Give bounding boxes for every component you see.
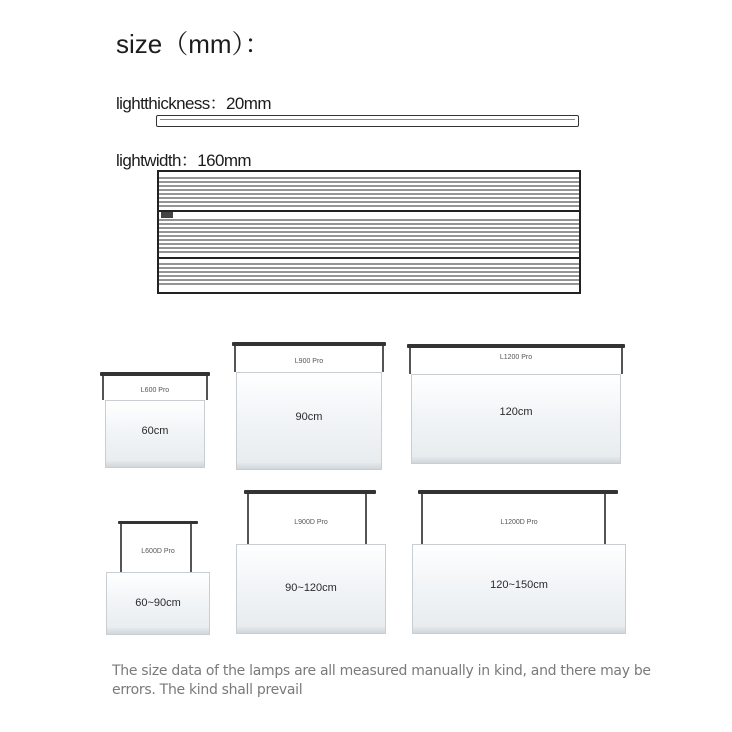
thickness-label: lightthickness：20mm	[116, 94, 271, 113]
model-label: L1200 Pro	[499, 354, 533, 361]
light-fin-lines	[159, 172, 579, 292]
light-side-view-diagram	[156, 115, 579, 127]
product-l1200d-pro	[408, 484, 630, 636]
product-l900-pro	[230, 340, 388, 472]
lamp-bar	[418, 490, 618, 494]
lamp-bar	[232, 342, 386, 346]
lamp-bar	[244, 490, 376, 494]
model-label: L900D Pro	[294, 519, 328, 526]
tank-size-label: 60~90cm	[135, 597, 181, 609]
tank-size-label: 90~120cm	[285, 582, 337, 594]
lamp-leg-left	[409, 348, 411, 374]
tank-size-label: 120~150cm	[490, 579, 548, 591]
tank	[411, 374, 621, 464]
tank-size-label: 60cm	[141, 425, 169, 437]
page-title: size（mm）：	[116, 29, 271, 59]
model-label: L600 Pro	[140, 387, 170, 394]
lamp-leg-right	[206, 376, 208, 400]
lamp-leg-left	[102, 376, 104, 400]
product-l600d-pro	[100, 515, 216, 637]
lamp-bar	[100, 372, 210, 376]
product-l600-pro	[97, 370, 213, 470]
lamp-leg-right	[621, 348, 623, 374]
model-label: L600D Pro	[141, 548, 175, 555]
tank-size-label: 120cm	[499, 406, 533, 418]
model-label: L1200D Pro	[500, 519, 538, 526]
lamp-bar	[118, 521, 198, 524]
product-l1200-pro	[405, 340, 627, 466]
light-top-view-diagram	[157, 170, 581, 294]
width-label: lightwidth：160mm	[116, 151, 251, 170]
lamp-leg-right	[382, 346, 384, 372]
product-l900d-pro	[232, 484, 388, 636]
model-label: L900 Pro	[294, 358, 324, 365]
tank-size-label: 90cm	[295, 411, 323, 423]
lamp-bar	[407, 344, 625, 348]
disclaimer-note: The size data of the lamps are all measured manually in kind, and there may be errors. The kind shall prevail	[112, 663, 651, 698]
